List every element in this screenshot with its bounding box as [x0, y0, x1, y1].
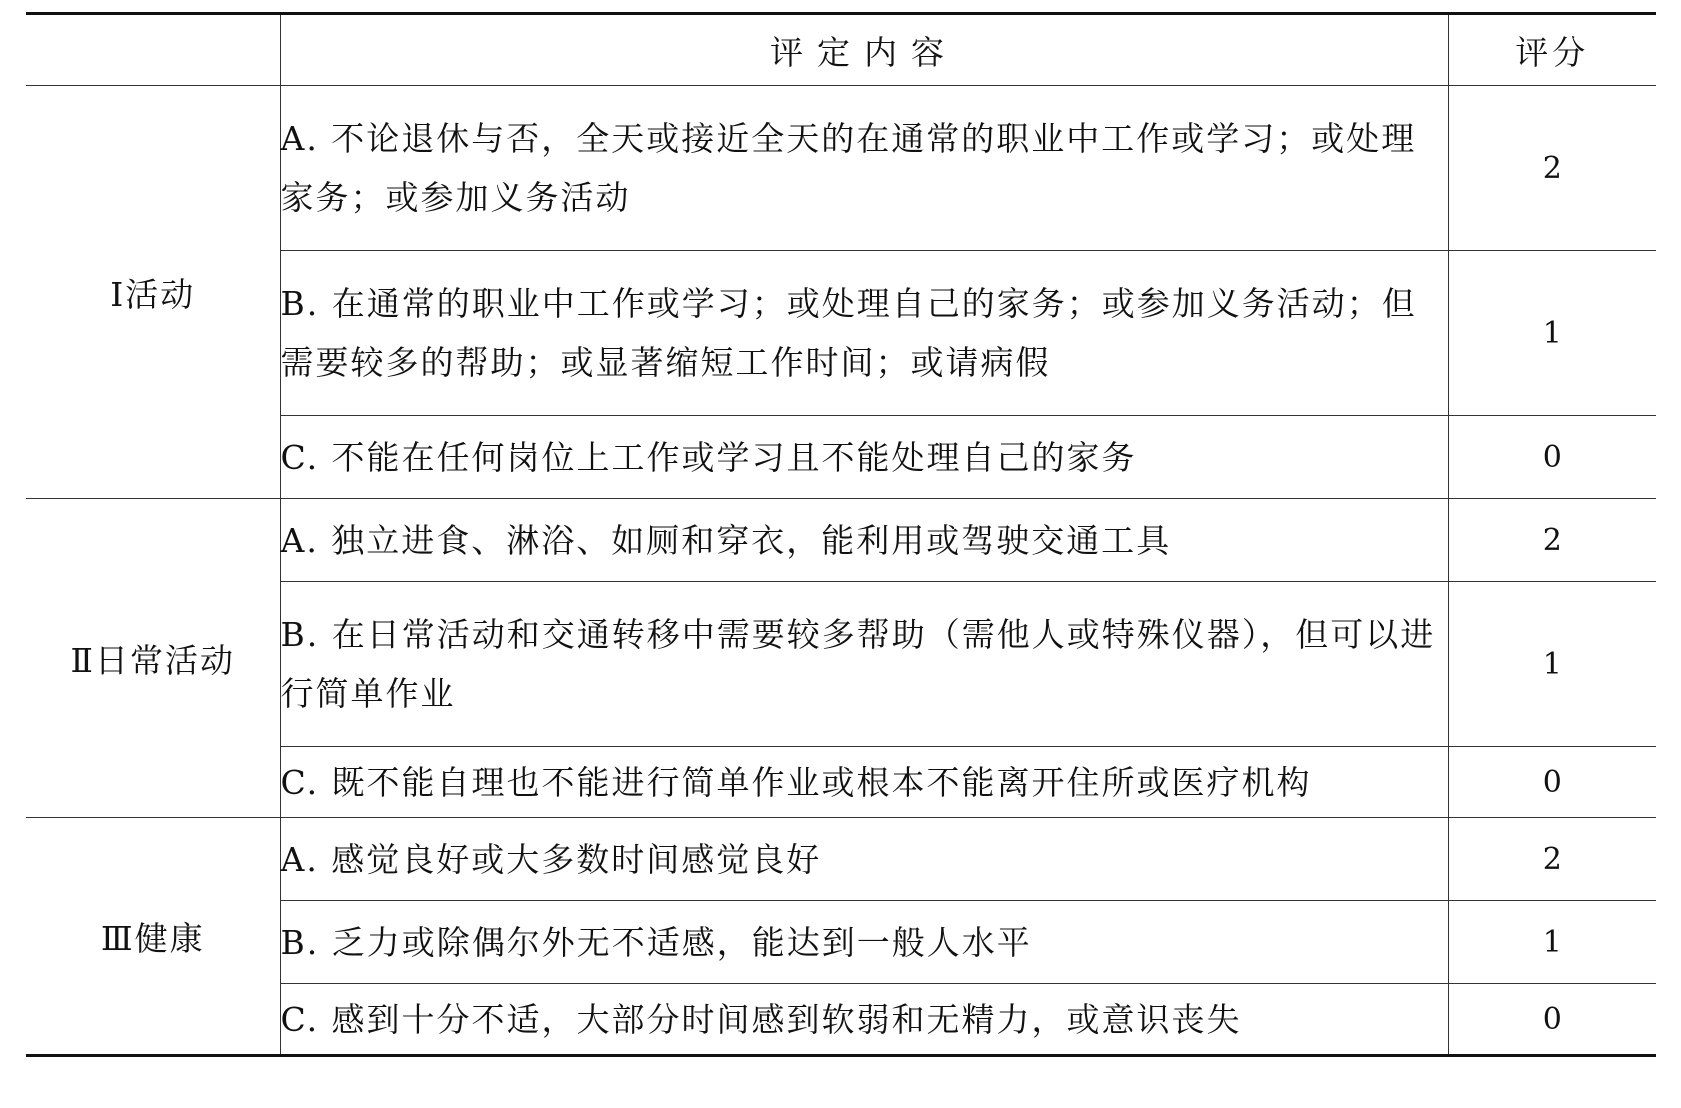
- table-row: [26, 818, 1656, 901]
- item-text: C. 既不能自理也不能进行简单作业或根本不能离开住所或医疗机构: [280, 747, 1448, 818]
- item-score: 1: [1448, 901, 1656, 984]
- header-row: [26, 14, 1656, 86]
- item-text: C. 感到十分不适，大部分时间感到软弱和无精力，或意识丧失: [280, 984, 1448, 1056]
- category-label: Ⅲ健康: [26, 818, 280, 1056]
- item-text: B. 在通常的职业中工作或学习；或处理自己的家务；或参加义务活动；但需要较多的帮助；或显著缩短工作时间；或请病假: [280, 251, 1448, 416]
- header-blank-cell: [26, 14, 280, 86]
- item-score: 2: [1448, 86, 1656, 251]
- item-text: B. 在日常活动和交通转移中需要较多帮助（需他人或特殊仪器），但可以进行简单作业: [280, 582, 1448, 747]
- item-text: A. 感觉良好或大多数时间感觉良好: [280, 818, 1448, 901]
- item-score: 0: [1448, 747, 1656, 818]
- item-text: B. 乏力或除偶尔外无不适感，能达到一般人水平: [280, 901, 1448, 984]
- item-score: 2: [1448, 818, 1656, 901]
- table-row: [26, 499, 1656, 582]
- category-label: Ⅰ活动: [26, 86, 280, 499]
- item-text: A. 不论退休与否，全天或接近全天的在通常的职业中工作或学习；或处理家务；或参加义务活动: [280, 86, 1448, 251]
- item-text: A. 独立进食、淋浴、如厕和穿衣，能利用或驾驶交通工具: [280, 499, 1448, 582]
- item-score: 1: [1448, 582, 1656, 747]
- header-score: 评分: [1448, 14, 1656, 86]
- item-score: 1: [1448, 251, 1656, 416]
- item-score: 0: [1448, 984, 1656, 1056]
- header-content: 评定内容: [280, 14, 1448, 86]
- assessment-table: [26, 12, 1656, 1057]
- item-text: C. 不能在任何岗位上工作或学习且不能处理自己的家务: [280, 416, 1448, 499]
- table-row: [26, 86, 1656, 251]
- item-score: 2: [1448, 499, 1656, 582]
- item-score: 0: [1448, 416, 1656, 499]
- category-label: Ⅱ日常活动: [26, 499, 280, 818]
